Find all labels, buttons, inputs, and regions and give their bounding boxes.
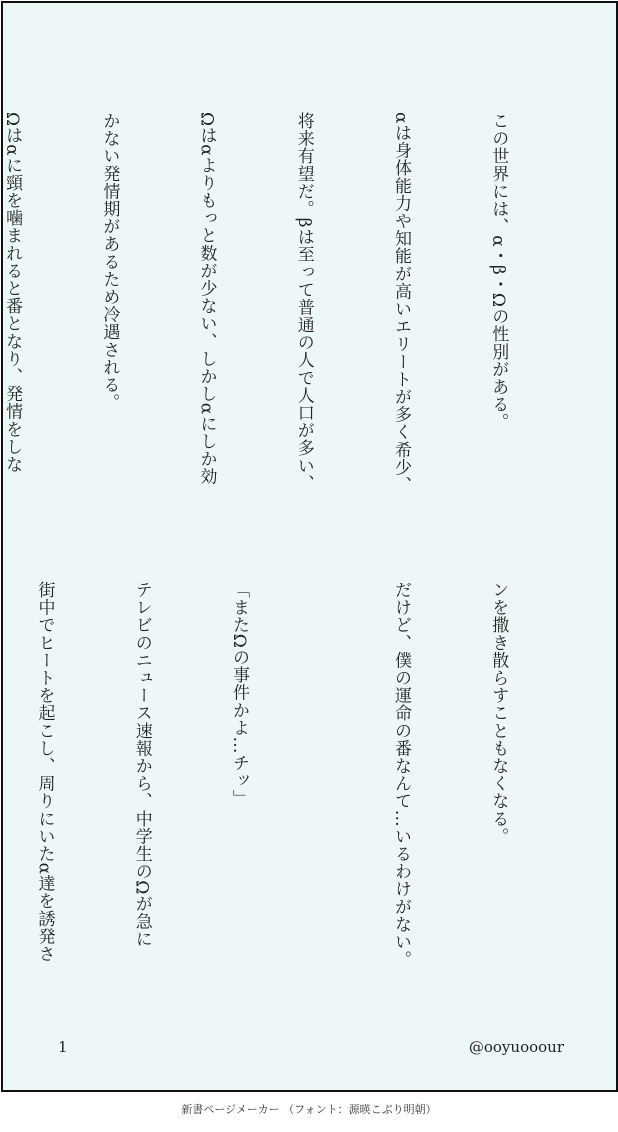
text-line: 「またΩの事件かよ…チッ」	[228, 581, 249, 807]
text-line: だけど、僕の運命の番なんて…いるわけがない。	[390, 581, 411, 969]
text-line: この世界には、α・β・Ωの性別がある。	[488, 112, 509, 431]
footer-credit: 新書ページメーカー （フォント：源暎こぶり明朝）	[181, 1103, 437, 1116]
text-line: ンを撒き散らすこともなくなる。	[488, 581, 509, 845]
text-line: 将来有望だ。βは至って普通の人で人口が多い、	[293, 112, 314, 493]
text-line: かない発情期があるため冷遇される。	[99, 112, 120, 412]
text-block-upper	[2, 112, 579, 520]
page-number: 1	[58, 1038, 68, 1056]
text-line: αは身体能力や知能が高いエリートが多く希少、	[390, 112, 411, 494]
text-line: 街中でヒートを起こし、周りにいたα達を誘発さ	[34, 581, 55, 963]
text-line: テレビのニュース速報から、中学生のΩが急に	[131, 581, 152, 948]
text-block-lower	[34, 581, 579, 1001]
author-handle: @ooyuooour	[468, 1038, 564, 1056]
manuscript-page	[1, 1, 618, 1092]
text-line: Ωはαよりもっと数が少ない、しかしαにしか効	[196, 112, 217, 486]
text-line: Ωはαに頸を噛まれると番となり、発情をしな	[2, 112, 23, 474]
